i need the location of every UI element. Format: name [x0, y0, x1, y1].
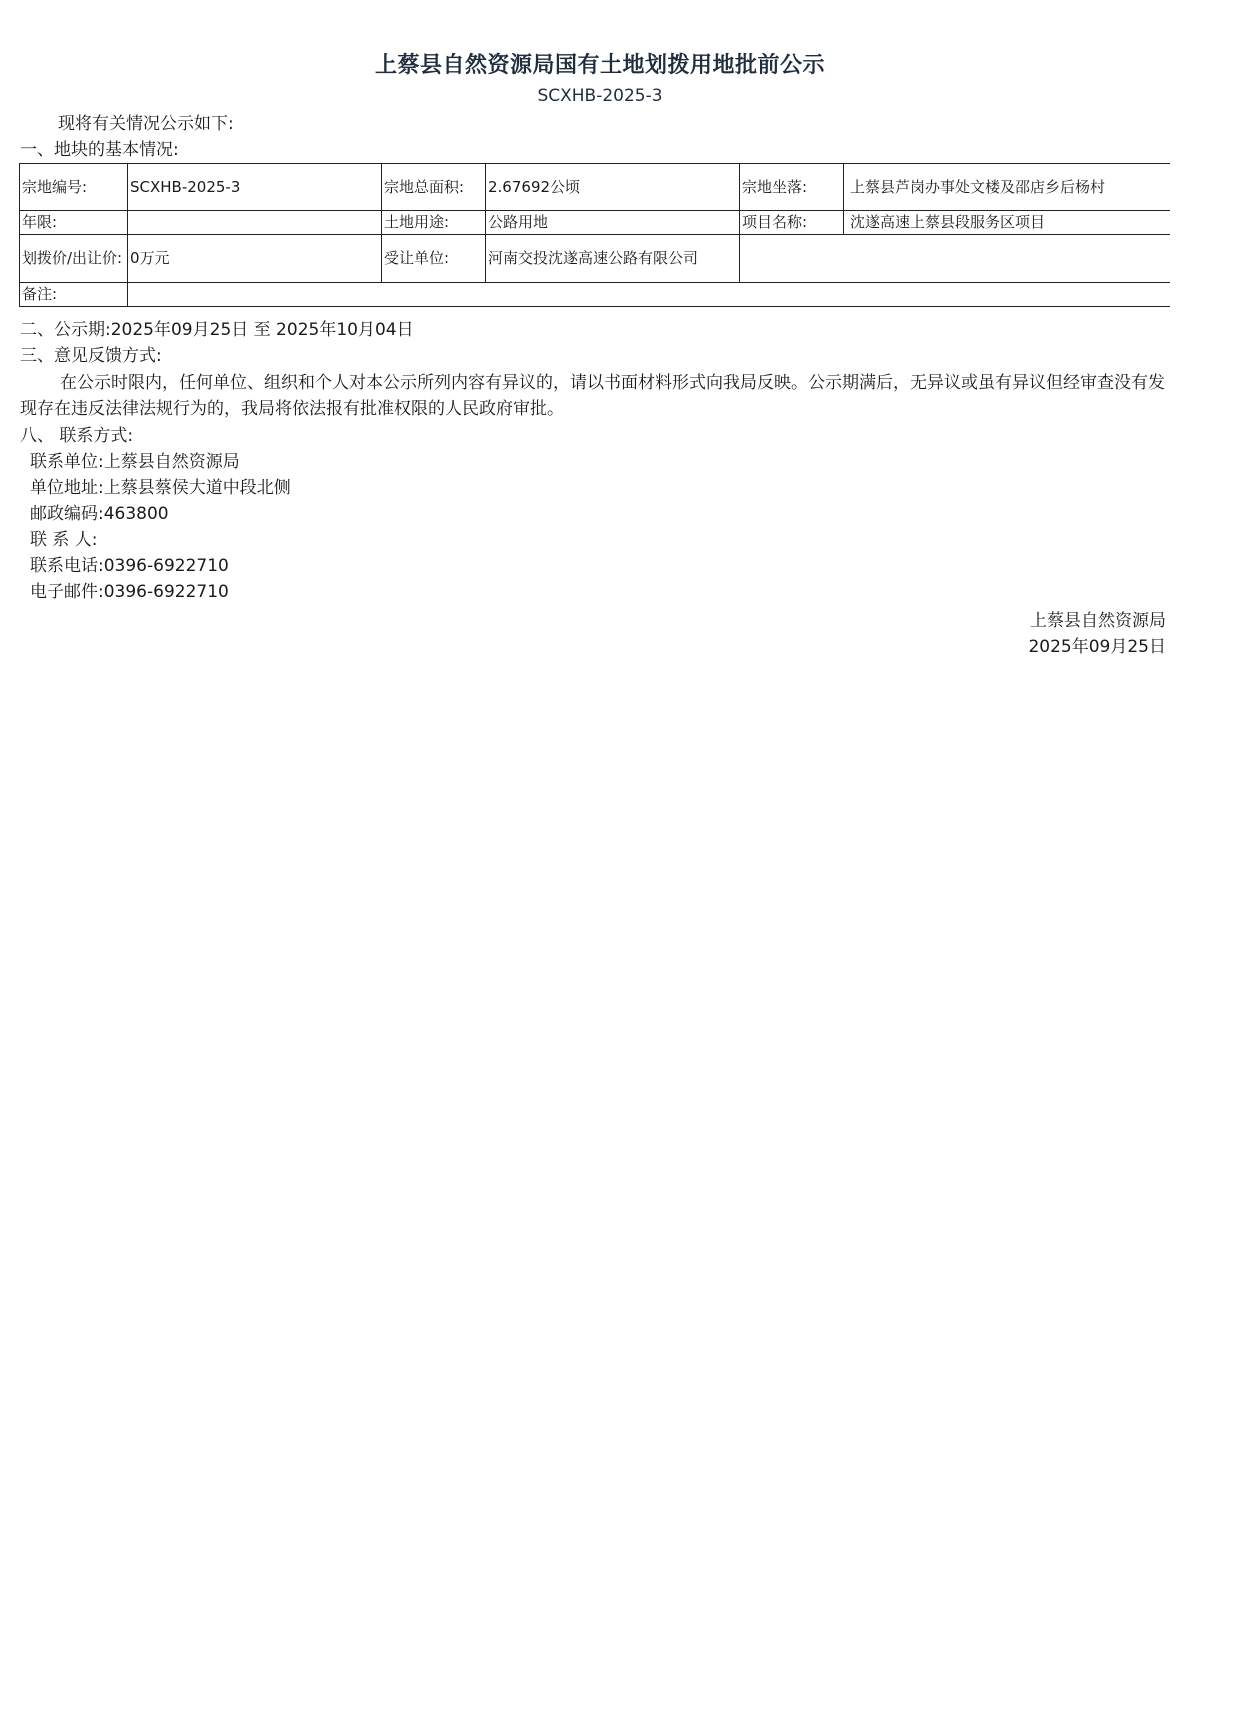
feedback-paragraph: 在公示时限内，任何单位、组织和个人对本公示所列内容有异议的，请以书面材料形式向我局反映。公示期满后，无异议或虽有异议但经审查没有发现存在违反法律法规行为的，我局将依法报有批准权限的人民政府审批。: [20, 373, 1165, 419]
contact-unit: 联系单位:上蔡县自然资源局: [30, 452, 240, 472]
table-row: [20, 164, 1170, 211]
signature-org: 上蔡县自然资源局: [1030, 611, 1166, 631]
contact-postcode: 邮政编码:463800: [30, 504, 169, 524]
value-land-use: 公路用地: [486, 211, 740, 235]
section-3-heading: 三、意见反馈方式:: [20, 346, 162, 366]
contact-address: 单位地址:上蔡县蔡侯大道中段北侧: [30, 478, 291, 498]
label-project-name: 项目名称:: [740, 211, 844, 235]
contact-phone: 联系电话:0396-6922710: [30, 556, 229, 576]
value-total-area: 2.67692公顷: [486, 164, 740, 211]
table-row: [20, 283, 1170, 307]
signature-date: 2025年09月25日: [1028, 637, 1166, 657]
value-project-name: 沈遂高速上蔡县段服务区项目: [844, 211, 1170, 235]
table-row: [20, 211, 1170, 235]
value-parcel-code: SCXHB-2025-3: [128, 164, 382, 211]
value-note: [128, 283, 1170, 307]
value-grantee: 河南交投沈遂高速公路有限公司: [486, 235, 740, 283]
label-parcel-code: 宗地编号:: [20, 164, 128, 211]
label-note: 备注:: [20, 283, 128, 307]
value-term: [128, 211, 382, 235]
contact-email: 电子邮件:0396-6922710: [30, 582, 229, 602]
section-2-publicity-period: 二、公示期:2025年09月25日 至 2025年10月04日: [20, 320, 414, 340]
label-location: 宗地坐落:: [740, 164, 844, 211]
table-row: [20, 235, 1170, 283]
document-code: SCXHB-2025-3: [537, 86, 663, 106]
label-land-use: 土地用途:: [382, 211, 486, 235]
land-info-table: [19, 163, 1170, 307]
value-price: 0万元: [128, 235, 382, 283]
label-total-area: 宗地总面积:: [382, 164, 486, 211]
section-1-heading: 一、地块的基本情况:: [20, 140, 179, 160]
document-title: 上蔡县自然资源局国有土地划拨用地批前公示: [374, 53, 825, 78]
intro-text: 现将有关情况公示如下:: [58, 114, 234, 134]
value-location: 上蔡县芦岗办事处文楼及邵店乡后杨村: [844, 164, 1170, 211]
label-price: 划拨价/出让价:: [20, 235, 128, 283]
section-8-heading: 八、 联系方式:: [20, 426, 134, 446]
label-term: 年限:: [20, 211, 128, 235]
label-grantee: 受让单位:: [382, 235, 486, 283]
empty-cell: [740, 235, 1170, 283]
contact-person: 联 系 人:: [30, 530, 98, 550]
